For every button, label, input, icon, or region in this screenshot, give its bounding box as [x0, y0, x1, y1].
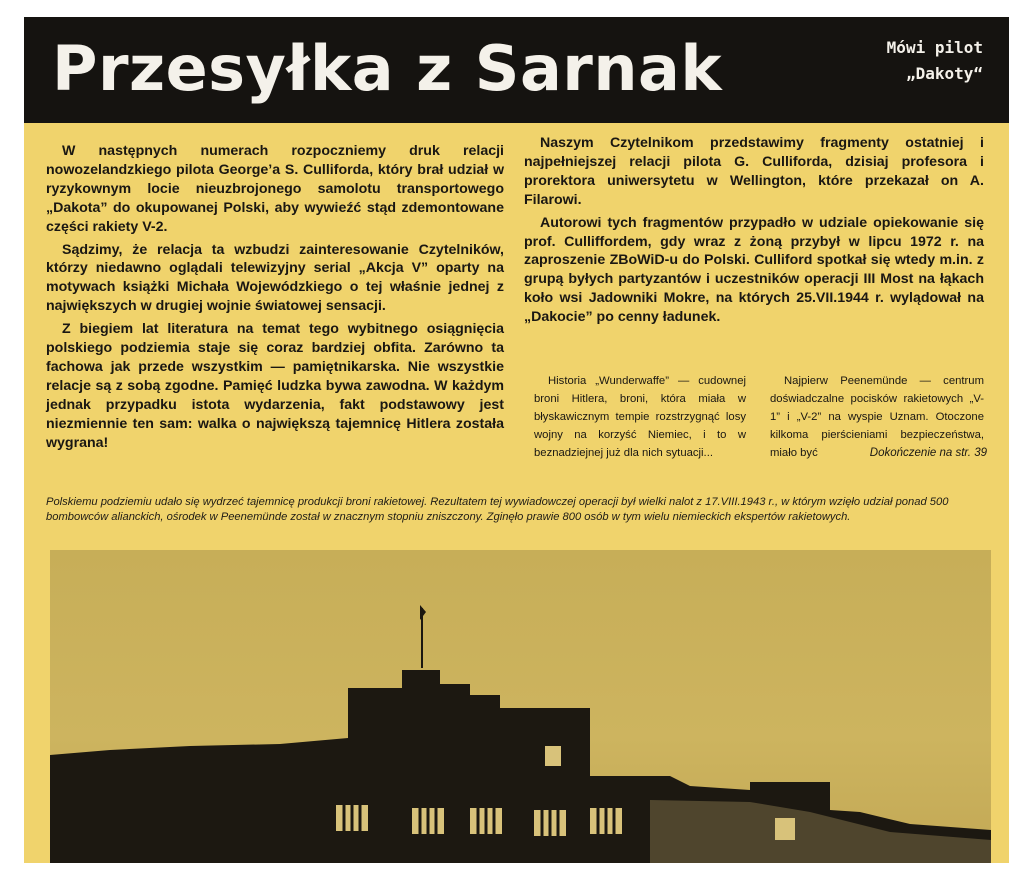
intro-paragraph-2: Sądzimy, że relacja ta wzbudzi zainteresowanie Czytelników, którzy niedawno oglądali telewizyjny serial „Akcja V” oparty na motywach książki Michała Wojewódzkiego o tej właśnie jednej z największych w drugiej wojnie światowej sensacji. — [46, 241, 504, 315]
subheadline-line-1: Mówi pilot — [886, 38, 983, 57]
article-start — [534, 372, 984, 482]
article-column-1 — [534, 372, 746, 462]
continued-note: Dokończenie na str. 39 — [869, 447, 987, 459]
peenemunde-photo — [50, 550, 991, 863]
subheadline-line-2: „Dakoty“ — [905, 64, 983, 83]
article-paragraph-2: Najpierw Peenemünde — centrum doświadczalne pocisków rakietowych „V-1” i „V-2” na wyspie Uznam. Otoczone kilkoma pierścieniami bezpieczeństwa, miało być — [770, 375, 984, 459]
intro-paragraph-4: Naszym Czytelnikom przedstawimy fragmenty ostatniej i najpełniejszej relacji pilota G. Culliforda, dzisiaj profesora i prorektora uniwersytetu w Wellington, które przekazał on A. Filarowi. — [524, 135, 984, 208]
subheadline — [887, 35, 983, 87]
article-paragraph-1: Historia „Wunderwaffe” — cudownej broni Hitlera, broni, która miała w błyskawicznym tempie rozstrzygnąć losy wojny na korzyść Niemiec, i to w beznadziejnej już dla nich sytuacji... — [534, 375, 746, 459]
intro-column-left — [46, 142, 504, 457]
masthead — [24, 17, 1009, 123]
newspaper-page — [24, 17, 1009, 863]
intro-column-right — [524, 134, 984, 331]
intro-paragraph-5: Autorowi tych fragmentów przypadło w udziale opiekowanie się prof. Culliffordem, gdy wraz z żoną przybył w lipcu 1972 r. na zaproszenie ZBoWiD-u do Polski. Culliford spotkał się wtedy m.in. z grupą byłych partyzantów i uczestników operacji III Most na łąkach koło wsi Jadowniki Mokre, na których 25.VII.1944 r. wylądował na „Dakocie” po cenny ładunek. — [524, 214, 984, 326]
headline: Przesyłka z Sarnak — [52, 32, 723, 105]
intro-paragraph-1: W następnych numerach rozpoczniemy druk relacji nowozelandzkiego pilota George’a S. Culliforda, który brał udział w ryzykownym locie nieuzbrojonego samolotu transportowego „Dakota” do okupowanej Polski, aby wywieźć stąd zdemontowane części rakiety V-2. — [46, 143, 504, 235]
intro-paragraph-3: Z biegiem lat literatura na temat tego wybitnego osiągnięcia polskiego podziemia staje się coraz bardziej obfita. Zarówno ta fachowa jak przede wszystkim — pamiętnikarska. Nie wszystkie relacje są z sobą zgodne. Pamięć ludzka bywa zawodna. W każdym jednak przypadku istota wydarzenia, fakt podstawowy jest niezmiennie ten sam: walka o największą tajemnicę Hitlera została wygrana! — [46, 321, 504, 451]
photo-caption: Polskiemu podziemiu udało się wydrzeć tajemnicę produkcji broni rakietowej. Rezultatem tej wywiadowczej operacji był wielki nalot z 17.VIII.1943 r., w którym wzięło udział ponad 500 bombowców alianckich, ośrodek w Peenemünde został w znacznym stopniu zniszczony. Zginęło prawie 800 osób w tym wielu niemieckich ekspertów rakietowych. — [46, 496, 949, 523]
building-silhouette-image — [50, 550, 991, 863]
